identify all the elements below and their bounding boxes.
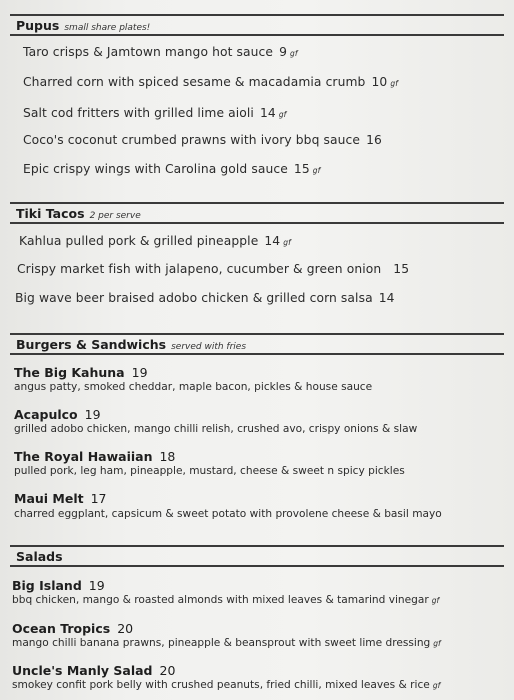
dish-description: pulled pork, leg ham, pineapple, mustard, cheese & sweet n spicy pickles <box>14 465 405 477</box>
gluten-free-mark: gf <box>433 639 441 648</box>
gluten-free-mark: gf <box>432 681 441 690</box>
section-header-tiki-tacos <box>10 202 504 224</box>
gluten-free-mark: gf <box>312 166 321 175</box>
menu-item: Charred corn with spiced sesame & macadamia crumb 10 gf <box>23 75 398 89</box>
menu-item: Big wave beer braised adobo chicken & grilled corn salsa 14 <box>15 291 395 305</box>
menu-item: Epic crispy wings with Carolina gold sauce 15 gf <box>23 162 321 176</box>
section-header-pupus <box>10 14 504 36</box>
section-header-burgers <box>10 333 504 355</box>
menu-item: Kahlua pulled pork & grilled pineapple 14 gf <box>19 234 291 248</box>
gluten-free-mark: gf <box>278 110 287 119</box>
menu-item: Salt cod fritters with grilled lime aioli 14 gf <box>23 106 287 120</box>
section-subtitle: 2 per serve <box>89 211 141 221</box>
section-title: Tiki Tacos 2 per serve <box>16 206 141 221</box>
dish-name: The Royal Hawaiian 18 <box>14 449 176 464</box>
menu-item: Crispy market fish with jalapeno, cucumber & green onion 15 <box>17 262 410 276</box>
section-subtitle: served with fries <box>171 342 247 352</box>
dish-name: Maui Melt 17 <box>14 491 107 506</box>
dish-description: angus patty, smoked cheddar, maple bacon, pickles & house sauce <box>14 381 373 393</box>
dish-name: Ocean Tropics 20 <box>12 621 134 636</box>
dish-name: Big Island 19 <box>12 578 105 593</box>
gluten-free-mark: gf <box>431 596 440 605</box>
dish-name: Acapulco 19 <box>14 407 101 422</box>
dish-description: bbq chicken, mango & roasted almonds with mixed leaves & tamarind vinegar gf <box>12 594 440 606</box>
dish-description: smokey confit pork belly with crushed peanuts, fried chilli, mixed leaves & rice gf <box>12 679 441 691</box>
dish-name: Uncle's Manly Salad 20 <box>12 663 176 678</box>
dish-description: charred eggplant, capsicum & sweet potato with provolene cheese & basil mayo <box>14 508 442 520</box>
gluten-free-mark: gf <box>283 238 291 247</box>
section-title: Salads <box>16 549 63 564</box>
section-title: Pupus small share plates! <box>16 18 151 33</box>
gluten-free-mark: gf <box>290 49 298 58</box>
gluten-free-mark: gf <box>390 79 398 88</box>
dish-description: grilled adobo chicken, mango chilli relish, crushed avo, crispy onions & slaw <box>14 423 418 435</box>
section-subtitle: small share plates! <box>64 23 151 33</box>
dish-name: The Big Kahuna 19 <box>14 365 148 380</box>
section-header-salads <box>10 545 504 567</box>
section-title: Burgers & Sandwichs served with fries <box>16 337 247 352</box>
menu-item: Coco's coconut crumbed prawns with ivory bbq sauce 16 <box>23 133 382 147</box>
dish-description: mango chilli banana prawns, pineapple & beansprout with sweet lime dressing gf <box>12 637 441 649</box>
menu-item: Taro crisps & Jamtown mango hot sauce 9 gf <box>23 45 298 59</box>
